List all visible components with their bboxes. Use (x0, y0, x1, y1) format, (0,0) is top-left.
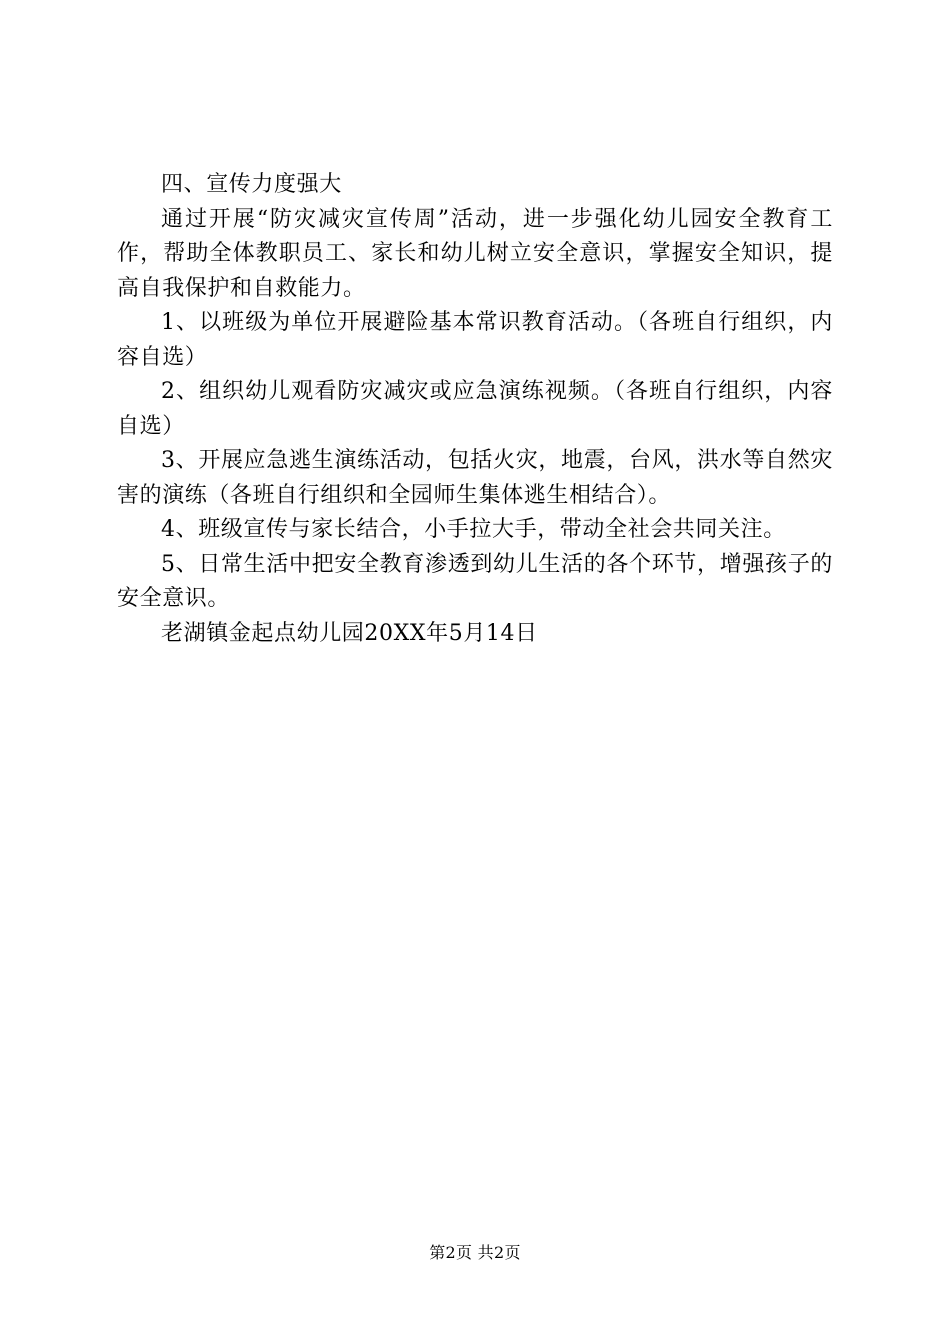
list-item-3: 3、开展应急逃生演练活动，包括火灾，地震，台风，洪水等自然灾害的演练（各班自行组织和全园师生集体逃生相结合）。 (117, 448, 833, 508)
section-heading: 四、宣传力度强大 (161, 172, 342, 197)
list-item-1: 1、以班级为单位开展避险基本常识教育活动。（各班自行组织，内容自选） (117, 310, 833, 370)
list-item-2: 2、组织幼儿观看防灾减灾或应急演练视频。（各班自行组织，内容自选） (117, 379, 833, 439)
page-footer: 第2页 共2页 (429, 1243, 521, 1262)
list-item-5: 5、日常生活中把安全教育渗透到幼儿生活的各个环节，增强孩子的安全意识。 (117, 551, 833, 611)
list-item-4: 4、班级宣传与家长结合，小手拉大手，带动全社会共同关注。 (161, 517, 786, 542)
intro-paragraph: 通过开展“防灾减灾宣传周”活动，进一步强化幼儿园安全教育工作，帮助全体教职员工、家长和幼儿树立安全意识，掌握安全知识，提高自我保护和自救能力。 (117, 206, 833, 301)
signature-date-line: 老湖镇金起点幼儿园20XX年5月14日 (161, 620, 538, 646)
document-body (117, 168, 833, 651)
